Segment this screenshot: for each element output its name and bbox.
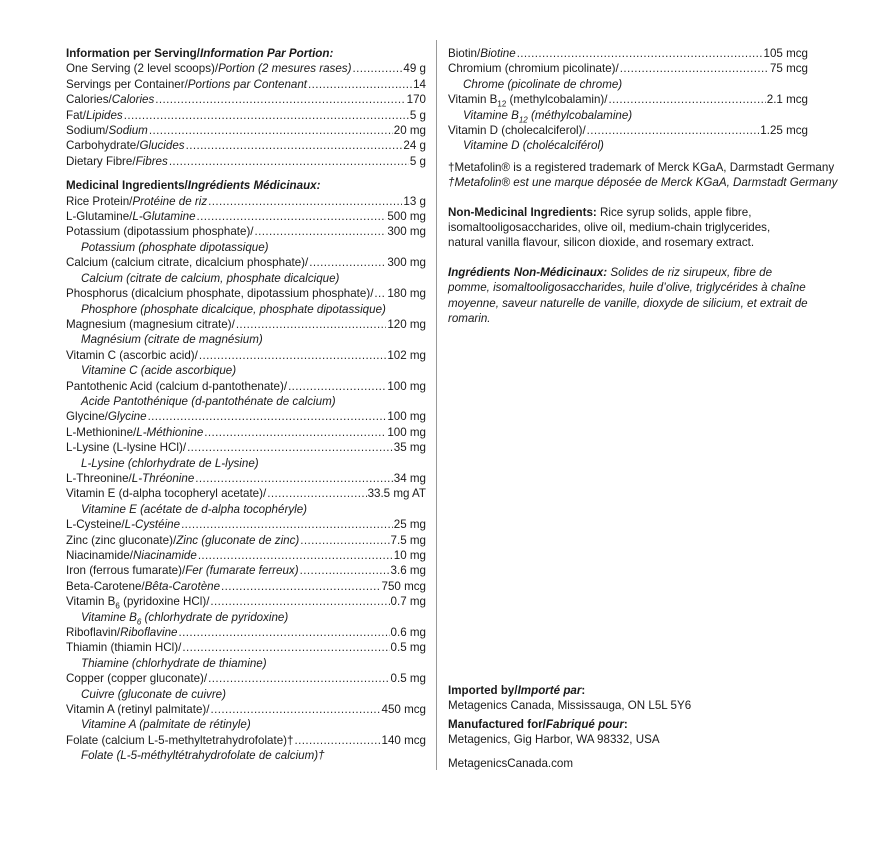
serving-heading: Information per Serving/Information Par Portion: [66, 47, 334, 60]
ingredient-row [448, 61, 808, 76]
ingredient-label-fr: Niacinamide [133, 549, 197, 562]
dot-leader [208, 671, 389, 686]
ingredient-label: Vitamin C (ascorbic acid)/ [66, 348, 198, 362]
ingredient-label: Rice Protein/Protéine de riz [66, 194, 208, 208]
dot-leader [288, 379, 386, 394]
ingredient-row [66, 409, 426, 424]
dot-leader [187, 440, 393, 455]
ingredient-label-fr: Lipides [85, 108, 123, 122]
ingredient-row [66, 733, 426, 748]
ingredient-label-fr: Zinc (gluconate de zinc) [176, 533, 300, 547]
ingredient-amount: 180 mg [387, 287, 426, 301]
dot-leader [587, 123, 760, 138]
ingredient-row [66, 77, 426, 92]
ingredient-row [66, 379, 426, 394]
ingredient-row [66, 594, 426, 609]
dot-leader [197, 209, 387, 224]
ingredient-label: Calories/Calories [66, 93, 155, 107]
dot-leader [181, 517, 393, 532]
ingredient-label-fr: Biotine [480, 47, 516, 60]
ingredient-row [66, 563, 426, 578]
ingredient-label: Vitamin $B_{12}$ (methylcobalamin)/ [448, 93, 608, 109]
ingredient-amount: 0.5 mg [390, 672, 426, 686]
ingredient-label-fr: Portion (2 mesures rases) [218, 62, 352, 76]
ingredient-label: L-Threonine/L-Thréonine [66, 471, 195, 485]
dot-leader [255, 224, 387, 239]
ingredient-label-fr: Protéine de riz [132, 194, 208, 208]
ingredient-label-fr: Fibres [135, 154, 168, 168]
ingredient-amount: 35 mg [393, 441, 426, 455]
left-column [66, 46, 426, 764]
ingredient-row [66, 486, 426, 501]
trademark-note-fr: †Metafolin® est une marque déposée de Merck KGaA, Darmstadt Germany [448, 176, 838, 190]
ingredient-amount: 500 mg [387, 210, 426, 224]
ingredient-sub-fr: Vitamine D (cholécalciférol) [463, 139, 604, 153]
ingredient-sub-fr: Folate (L-5-méthyltétrahydrofolate de calcium)† [81, 749, 325, 763]
ingredient-row [448, 46, 808, 61]
dot-leader [352, 61, 402, 76]
ingredient-label-fr: Glucides [139, 139, 185, 153]
ingredient-row [66, 61, 426, 76]
dot-leader [517, 46, 763, 61]
ingredient-row [66, 517, 426, 532]
dot-leader [236, 317, 387, 332]
dot-leader [124, 108, 409, 123]
dot-leader [221, 579, 380, 594]
ingredient-amount: 100 mg [387, 379, 426, 393]
non-medicinal-text-fr: Solides de riz sirupeux, fibre de pomme, isomaltooligosaccharides, huile d’olive, triglycérides à chaîne moyenne, saveur naturelle de vanille, dioxyde de silicium, et extrait de romarin. [448, 265, 808, 326]
ingredient-amount: 102 mg [387, 348, 426, 362]
non-medicinal-heading: Non-Medicinal Ingredients: [448, 205, 597, 219]
ingredient-label-fr: Bêta-Carotène [144, 579, 221, 593]
non-medicinal-heading-fr: Ingrédients Non-Médicinaux: [448, 265, 608, 279]
ingredient-row [66, 348, 426, 363]
dot-leader [186, 138, 403, 153]
ingredient-sub-fr: Thiamine (chlorhydrate de thiamine) [81, 656, 267, 670]
medicinal-table [66, 194, 426, 764]
ingredient-amount: 0.7 mg [390, 595, 426, 609]
ingredient-label: Riboflavin/Riboflavine [66, 626, 178, 640]
ingredient-row [448, 92, 808, 107]
ingredient-row [66, 255, 426, 270]
dot-leader [309, 255, 386, 270]
dot-leader [308, 77, 412, 92]
ingredient-amount: 300 mg [387, 256, 426, 270]
ingredient-label: Pantothenic Acid (calcium d-pantothenate)/ [66, 379, 288, 393]
ingredient-amount: 100 mg [387, 410, 426, 424]
dot-leader [148, 409, 387, 424]
ingredient-row [66, 286, 426, 301]
ingredient-amount: 14 [413, 77, 426, 91]
non-medicinal-en [448, 205, 808, 251]
ingredient-sub-fr: Vitamine A (palmitate de rétinyle) [81, 718, 251, 732]
ingredient-row [66, 425, 426, 440]
column-divider [436, 40, 437, 770]
dot-leader [208, 194, 402, 209]
dot-leader [374, 286, 386, 301]
dot-leader [210, 702, 380, 717]
dot-leader [199, 348, 386, 363]
ingredient-sub-fr: Vitamine $B_{12}$ (méthylcobalamine) [463, 108, 633, 124]
ingredient-label: Dietary Fibre/Fibres [66, 154, 168, 168]
ingredient-label-fr: Glycine [107, 410, 147, 424]
right-column [448, 46, 838, 327]
ingredient-label: One Serving (2 level scoops)/Portion (2 mesures rases) [66, 62, 352, 76]
ingredient-row [66, 671, 426, 686]
dot-leader [169, 154, 409, 169]
ingredient-sub-fr: Magnésium (citrate de magnésium) [81, 333, 263, 347]
ingredient-amount: 300 mg [387, 225, 426, 239]
imported-heading: Imported by/Importé par: [448, 684, 586, 697]
ingredient-label: L-Cysteine/L-Cystéine [66, 518, 181, 532]
ingredient-amount: 13 g [403, 194, 426, 208]
ingredient-label: Beta-Carotene/Bêta-Carotène [66, 579, 221, 593]
ingredient-amount: 450 mcg [381, 703, 426, 717]
ingredient-amount: 75 mcg [769, 62, 808, 76]
ingredient-row [66, 224, 426, 239]
medicinal-table-continued [448, 46, 808, 154]
ingredient-label-fr: L-Glutamine [132, 210, 196, 224]
ingredient-label: Folate (calcium L-5-methyltetrahydrofolate)† [66, 733, 294, 747]
ingredient-row [66, 92, 426, 107]
ingredient-amount: 7.5 mg [390, 533, 426, 547]
medicinal-heading: Medicinal Ingredients/Ingrédients Médicinaux: [66, 179, 321, 193]
ingredient-row [66, 548, 426, 563]
importer-block [448, 683, 808, 771]
ingredient-label: Chromium (chromium picolinate)/ [448, 62, 619, 76]
ingredient-label: L-Lysine (L-lysine HCl)/ [66, 441, 187, 455]
ingredient-label: Fat/Lipides [66, 108, 123, 122]
non-medicinal-text: Rice syrup solids, apple fibre, isomaltooligosaccharides, olive oil, medium-chain triglycerides, natural vanilla flavour, silicon dioxide, and rosemary extract. [448, 205, 771, 250]
ingredient-label: Biotin/Biotine [448, 47, 516, 60]
ingredient-amount: 0.6 mg [390, 626, 426, 640]
ingredient-sub-fr: Acide Pantothénique (d-pantothénate de calcium) [81, 394, 336, 408]
dot-leader [300, 563, 390, 578]
ingredient-label: Glycine/Glycine [66, 410, 147, 424]
ingredient-amount: 10 mg [393, 549, 426, 562]
ingredient-row [66, 640, 426, 655]
ingredient-row [66, 123, 426, 138]
website-link[interactable]: MetagenicsCanada.com [448, 756, 574, 770]
ingredient-amount: 140 mcg [381, 733, 426, 747]
ingredient-label: Servings per Container/Portions par Contenant [66, 77, 308, 91]
ingredient-label-fr: Calories [111, 93, 155, 107]
ingredient-amount: 3.6 mg [390, 564, 426, 578]
ingredient-label-fr: Riboflavine [120, 626, 178, 640]
ingredient-sub-fr: Cuivre (gluconate de cuivre) [81, 687, 226, 701]
ingredient-label: L-Glutamine/L-Glutamine [66, 210, 196, 224]
ingredient-label: Iron (ferrous fumarate)/Fer (fumarate ferreux) [66, 564, 299, 578]
ingredient-label: Zinc (zinc gluconate)/Zinc (gluconate de zinc) [66, 533, 300, 547]
ingredient-label: Magnesium (magnesium citrate)/ [66, 317, 235, 331]
ingredient-sub-fr: Potassium (phosphate dipotassique) [81, 240, 269, 254]
dot-leader [195, 471, 393, 486]
ingredient-sub-fr: Calcium (citrate de calcium, phosphate dicalcique) [81, 271, 340, 285]
ingredient-amount: 25 mg [393, 518, 426, 532]
ingredient-amount: 750 mcg [381, 579, 426, 593]
dot-leader [210, 594, 389, 609]
ingredient-label-fr: Portions par Contenant [187, 77, 308, 91]
ingredient-amount: 20 mg [393, 124, 426, 138]
ingredient-label-fr: Sodium [108, 124, 148, 138]
ingredient-label-fr: L-Cystéine [124, 518, 181, 532]
ingredient-label: Vitamin A (retinyl palmitate)/ [66, 703, 210, 717]
trademark-note-en: †Metafolin® is a registered trademark of Merck KGaA, Darmstadt Germany [448, 160, 835, 174]
ingredient-amount: 105 mcg [763, 47, 808, 60]
ingredient-label: L-Methionine/L-Méthionine [66, 425, 204, 439]
ingredient-amount: 170 [406, 93, 426, 107]
ingredient-label: Carbohydrate/Glucides [66, 139, 185, 153]
ingredient-label: Calcium (calcium citrate, dicalcium phosphate)/ [66, 256, 309, 270]
ingredient-label: Vitamin D (cholecalciferol)/ [448, 124, 586, 138]
ingredient-sub-fr: Vitamine $B_6$ (chlorhydrate de pyridoxine) [81, 610, 289, 626]
ingredient-row [66, 702, 426, 717]
ingredient-row [66, 533, 426, 548]
ingredient-amount: 5 g [409, 108, 426, 122]
ingredient-label: Phosphorus (dicalcium phosphate, dipotassium phosphate)/ [66, 287, 374, 301]
ingredient-sub-fr: Vitamine E (acétate de d-alpha tocophéryle) [81, 502, 307, 516]
dot-leader [608, 92, 765, 107]
ingredient-row [448, 123, 808, 138]
ingredient-row [66, 440, 426, 455]
dot-leader [198, 548, 393, 563]
ingredient-label: Vitamin E (d-alpha tocopheryl acetate)/ [66, 487, 267, 501]
ingredient-label: Niacinamide/Niacinamide [66, 549, 197, 562]
ingredient-label: Vitamin $B_6$ (pyridoxine HCl)/ [66, 595, 210, 611]
manufactured-address: Metagenics, Gig Harbor, WA 98332, USA [448, 733, 660, 747]
ingredient-sub-fr: Vitamine C (acide ascorbique) [81, 364, 237, 378]
ingredient-amount: 100 mg [387, 425, 426, 439]
ingredient-row [66, 579, 426, 594]
ingredient-amount: 24 g [403, 139, 426, 153]
ingredient-sub-fr: Chrome (picolinate de chrome) [463, 77, 623, 91]
dot-leader [182, 640, 389, 655]
ingredient-amount: 120 mg [387, 317, 426, 331]
ingredient-label: Copper (copper gluconate)/ [66, 672, 208, 686]
dot-leader [149, 123, 393, 138]
ingredient-row [66, 194, 426, 209]
dot-leader [294, 733, 380, 748]
ingredient-row [66, 138, 426, 153]
dot-leader [620, 61, 769, 76]
ingredient-row [66, 317, 426, 332]
ingredient-sub-fr: L-Lysine (chlorhydrate de L-lysine) [81, 456, 259, 470]
ingredient-row [66, 209, 426, 224]
ingredient-amount: 33.5 mg AT [367, 487, 426, 501]
ingredient-label: Thiamin (thiamin HCl)/ [66, 641, 182, 655]
ingredient-label-fr: L-Méthionine [136, 425, 204, 439]
ingredient-label-fr: L-Thréonine [131, 471, 195, 485]
dot-leader [267, 486, 366, 501]
dot-leader [155, 92, 405, 107]
ingredient-sub-fr: Phosphore (phosphate dicalcique, phosphate dipotassique) [81, 302, 386, 316]
dot-leader [300, 533, 389, 548]
dot-leader [179, 625, 390, 640]
dot-leader [204, 425, 386, 440]
manufactured-heading: Manufactured for/Fabriqué pour: [448, 717, 628, 731]
ingredient-row [66, 471, 426, 486]
non-medicinal-fr [448, 265, 808, 327]
ingredient-row [66, 625, 426, 640]
ingredient-row [66, 154, 426, 169]
ingredient-label: Potassium (dipotassium phosphate)/ [66, 225, 254, 239]
serving-table [66, 61, 426, 169]
ingredient-amount: 0.5 mg [390, 641, 426, 655]
ingredient-amount: 49 g [403, 62, 426, 76]
ingredient-label: Sodium/Sodium [66, 124, 148, 138]
ingredient-amount: 5 g [409, 154, 426, 168]
ingredient-amount: 1.25 mcg [760, 124, 808, 138]
ingredient-amount: 2.1 mcg [766, 93, 808, 107]
imported-address: Metagenics Canada, Mississauga, ON L5L 5Y6 [448, 699, 692, 713]
ingredient-row [66, 108, 426, 123]
ingredient-label-fr: Fer (fumarate ferreux) [185, 564, 299, 578]
ingredient-amount: 34 mg [393, 471, 426, 485]
